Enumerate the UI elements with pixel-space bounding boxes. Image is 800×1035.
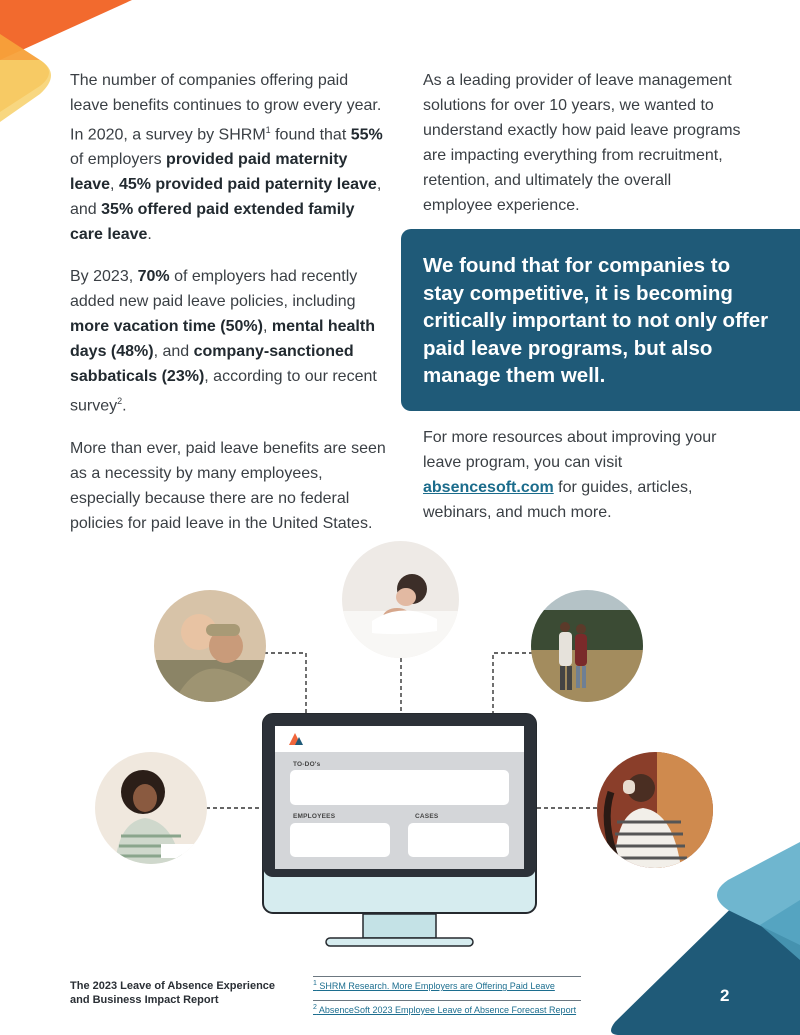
callout-text: We found that for companies to stay competitive, it is becoming critically important to not only offer paid leave programs, but also manage them well.: [423, 254, 769, 387]
paragraph-necessity: More than ever, paid leave benefits are seen as a necessity by many employees, especially because there are no federal policies for paid leave in the United States.: [70, 439, 386, 532]
paragraph-2023-survey: By 2023, 70% of employers had recently added new paid leave policies, including more vacation time (50%), mental health days (48%), and company-sanctioned sabbaticals (23%), according to our recent survey$^2$.: [70, 268, 377, 415]
paragraph-resources: For more resources about improving your leave program, you can visit absencesoft.com for guides, articles, webinars, and much more.: [423, 429, 717, 521]
cases-label: CASES: [415, 813, 439, 820]
report-title: The 2023 Leave of Absence Experience and Business Impact Report: [70, 980, 276, 1006]
page-number: 2: [720, 986, 730, 1005]
todos-label: TO-DO's: [293, 761, 321, 768]
absencesoft-link[interactable]: absencesoft.com: [423, 479, 554, 496]
footnotes: [313, 976, 581, 1024]
photo-family-hug: [154, 590, 266, 702]
photo-parent-baby: [342, 541, 459, 658]
photo-couple-hiking: [531, 590, 643, 702]
employees-label: EMPLOYEES: [293, 813, 336, 820]
monitor-illustration: [262, 713, 538, 954]
photo-girl-studying: [95, 752, 207, 864]
footnote-2[interactable]: $^2$ AbsenceSoft 2023 Employee Leave of Absence Forecast Report: [313, 1000, 581, 1016]
photo-pregnant-woman: [597, 752, 713, 868]
footnote-1[interactable]: $^1$ SHRM Research. More Employers are Offering Paid Leave: [313, 976, 581, 992]
paragraph-shrm-survey: The number of companies offering paid leave benefits continues to grow every year. In 2020, a survey by SHRM$^1$ found that 55% of employers provided paid maternity leave, 45% provided paid paternity leave, and 35% offered paid extended family care leave.: [70, 72, 383, 244]
paragraph-provider: As a leading provider of leave management solutions for over 10 years, we wanted to understand exactly how paid leave programs are impacting everything from recruitment, retention, and ultimately the overall employee experience.: [423, 72, 741, 214]
